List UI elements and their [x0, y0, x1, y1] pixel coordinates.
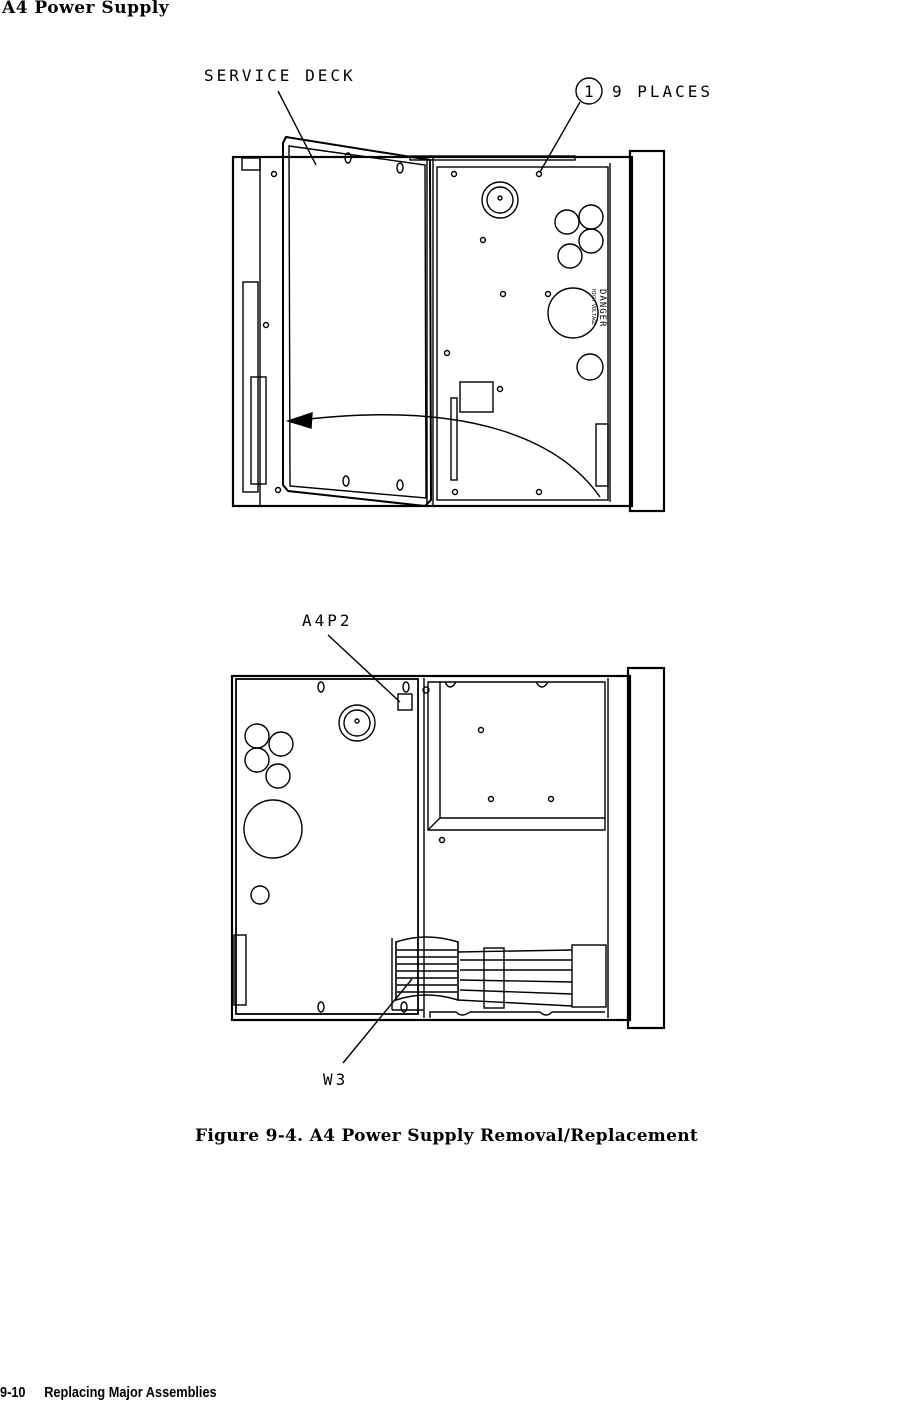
swing-arrow: [300, 415, 600, 497]
a4p2-label: A4P2: [302, 611, 353, 630]
top-screws: [264, 172, 551, 495]
service-deck-label: SERVICE DECK: [204, 66, 356, 85]
w3-label: W3: [323, 1070, 349, 1089]
top-front-panel: [630, 151, 664, 511]
bottom-power-supply-board: [236, 679, 418, 1014]
a4p2-connector: [398, 694, 412, 710]
footer-section-title: Replacing Major Assemblies: [44, 1384, 217, 1401]
callout-number: 1: [584, 82, 594, 101]
figure-caption: Figure 9-4. A4 Power Supply Removal/Replacement: [195, 1126, 699, 1146]
bottom-chassis-outline: [232, 676, 630, 1020]
top-power-supply-board: [437, 167, 608, 500]
footer-page-number: 9-10: [0, 1384, 26, 1401]
bottom-view-diagram: [232, 635, 664, 1063]
danger-label: DANGER: [597, 289, 607, 328]
callout-places-label: 9 PLACES: [612, 82, 714, 101]
bottom-front-panel: [628, 668, 664, 1028]
page-header-title: A4 Power Supply: [2, 0, 170, 18]
service-deck-panel: [283, 137, 431, 506]
page-footer: [0, 1384, 217, 1401]
high-voltage-label: HIGH VOLTAGE: [590, 289, 596, 326]
